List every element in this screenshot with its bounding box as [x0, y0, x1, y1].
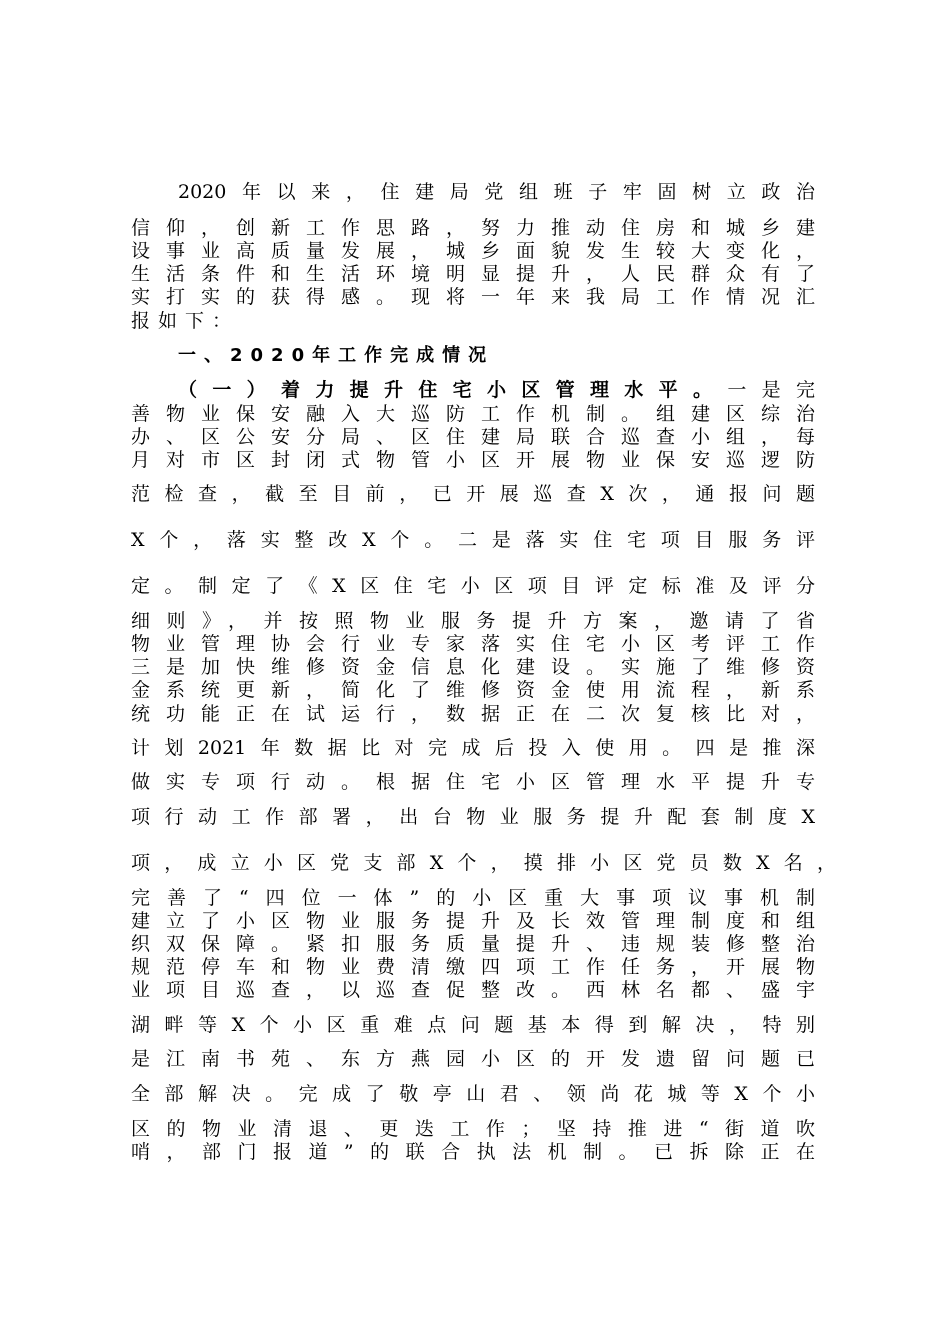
para2-line-5: 范检查，截至目前，已开展巡查X次，通报问题	[131, 483, 815, 505]
para2-line-7: 定。制定了《X区住宅小区项目评定标准及评分	[131, 575, 815, 597]
para1-line-3: 设事业高质量发展，城乡面貌发生较大变化，	[131, 240, 815, 262]
para2-line-20: 规范停车和物业费清缴四项工作任务，开展物	[131, 956, 815, 978]
para2-line-26: 哨，部门报道”的联合执法机制。已拆除正在	[131, 1141, 815, 1163]
para2-line-24: 全部解决。完成了敬亭山君、领尚花城等X个小	[131, 1083, 815, 1105]
para2-line-17: 完善了“四位一体”的小区重大事项议事机制	[131, 887, 815, 909]
para2-line-18: 建立了小区物业服务提升及长效管理制度和组	[131, 910, 815, 932]
para2-line-10: 三是加快维修资金信息化建设。实施了维修资	[131, 656, 815, 678]
para2-line-3: 办、区公安分局、区住建局联合巡查小组，每	[131, 426, 815, 448]
para2-line-21: 业项目巡查，以巡查促整改。西林名都、盛宇	[131, 979, 815, 1001]
para2-line-4: 月对市区封闭式物管小区开展物业保安巡逻防	[131, 449, 815, 471]
para2-line-15: 项行动工作部署，出台物业服务提升配套制度X	[131, 806, 815, 828]
para1-line-4: 生活条件和生活环境明显提升，人民群众有了	[131, 263, 815, 285]
para2-line-12: 统功能正在试运行，数据正在二次复核比对，	[131, 703, 815, 725]
subsection-title: （一）着力提升住宅小区管理水平。	[178, 379, 728, 401]
para1-line-6: 报如下：	[131, 310, 240, 332]
para1-line-5: 实打实的获得感。现将一年来我局工作情况汇	[131, 286, 815, 308]
para2-line-22: 湖畔等X个小区重难点问题基本得到解决，特别	[131, 1014, 815, 1036]
para2-line-1	[178, 378, 815, 402]
section-heading: 一、2020年工作完成情况	[178, 345, 495, 366]
para2-line-1-rest: 一是完	[727, 379, 815, 401]
para1-line-2: 信仰，创新工作思路，努力推动住房和城乡建	[131, 217, 815, 239]
para2-line-23: 是江南书苑、东方燕园小区的开发遗留问题已	[131, 1048, 815, 1070]
para2-line-19: 织双保障。紧扣服务质量提升、违规装修整治	[131, 933, 815, 955]
para2-line-13: 计划2021年数据比对完成后投入使用。四是推深	[131, 737, 815, 759]
para2-line-25: 区的物业清退、更迭工作；坚持推进“街道吹	[131, 1118, 815, 1140]
para2-line-8: 细则》，并按照物业服务提升方案，邀请了省	[131, 610, 815, 632]
para2-line-2: 善物业保安融入大巡防工作机制。组建区综治	[131, 403, 815, 425]
para2-line-11: 金系统更新，简化了维修资金使用流程，新系	[131, 679, 815, 701]
para1-line-1: 2020年以来，住建局党组班子牢固树立政治	[178, 181, 815, 203]
para2-line-14: 做实专项行动。根据住宅小区管理水平提升专	[131, 771, 815, 793]
para2-line-9: 物业管理协会行业专家落实住宅小区考评工作	[131, 633, 815, 655]
para2-line-16: 项，成立小区党支部X个，摸排小区党员数X名，	[131, 852, 836, 874]
para2-line-6: X个，落实整改X个。二是落实住宅项目服务评	[131, 529, 815, 551]
